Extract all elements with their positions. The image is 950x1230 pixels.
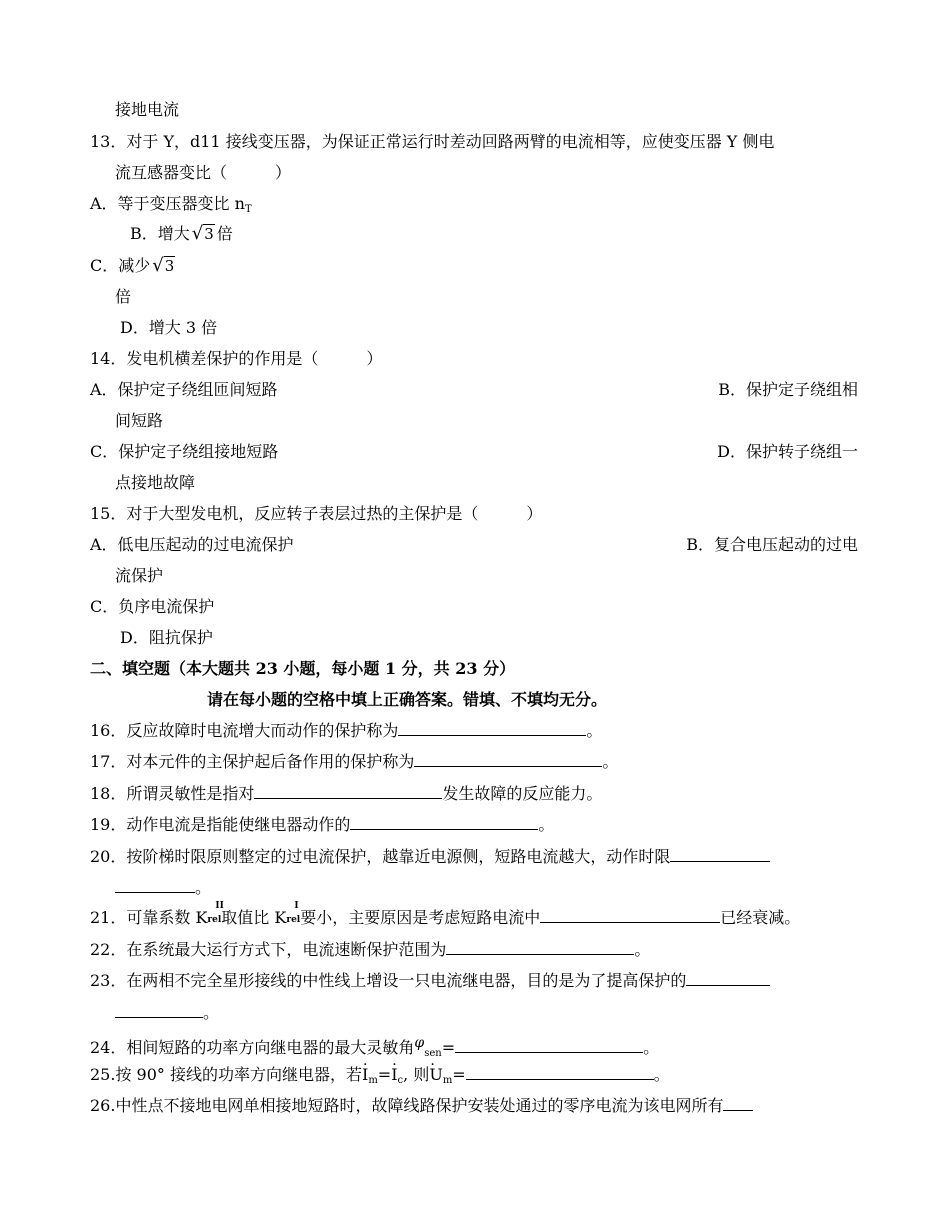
q24-stem: 24．相间短路的功率方向继电器的最大灵敏角: [90, 1038, 415, 1057]
q14-option-d-line2: 点接地故障: [115, 473, 196, 492]
q16-answer-blank[interactable]: [398, 721, 586, 736]
phasor-i-c: · I: [391, 1065, 397, 1085]
q20: [90, 847, 770, 867]
phasor-u-m: · U: [429, 1065, 442, 1085]
q17: 17．对本元件的主保护起后备作用的保护称为 。: [90, 752, 619, 771]
q24-answer-blank[interactable]: [455, 1038, 643, 1053]
q22-stem: 22．在系统最大运行方式下，电流速断保护范围为: [90, 940, 447, 959]
q23-answer-blank-cont[interactable]: [115, 1003, 203, 1018]
q19-answer-blank[interactable]: [350, 815, 538, 830]
section-title: 二、填空题（本大题共 23 小题，每小题 1 分，共 23 分）: [90, 659, 516, 678]
sqrt-symbol: √3: [152, 255, 175, 276]
q22-answer-blank[interactable]: [446, 940, 634, 955]
q25: 25.按 90° 接线的功率方向继电器，若· $I_m=\cdot I_c$, 则· $U_m=$ 。: [90, 1065, 670, 1091]
q13-option-d: D．增大 3 倍: [120, 318, 218, 337]
q20-answer-blank[interactable]: [670, 847, 770, 862]
q16-stem: 16．反应故障时电流增大而动作的保护称为: [90, 721, 399, 740]
q15-stem: 15．对于大型发电机，反应转子表层过热的主保护是（ ）: [90, 504, 543, 523]
q21-stem: 21．可靠系数 K: [90, 908, 208, 927]
q13-stem-line1: 13．对于 Y，d11 接线变压器，为保证正常运行时差动回路两臂的电流相等，应使变压器 Y 侧电: [90, 132, 775, 151]
q26: [90, 1096, 753, 1116]
q15-option-a: A．低电压起动的过电流保护: [90, 535, 294, 554]
q16: 16．反应故障时电流增大而动作的保护称为 。: [90, 721, 603, 740]
q14-option-c: C．保护定子绕组接地短路: [90, 442, 279, 461]
q15-option-b-line1: B．复合电压起动的过电: [686, 535, 858, 554]
q13-option-c: [90, 256, 177, 276]
q15-option-b-line2: 流保护: [115, 566, 164, 585]
phi-symbol: φ: [414, 1035, 425, 1051]
q12-continuation: 接地电流: [115, 100, 180, 119]
q13-option-b: [130, 224, 233, 244]
q18-answer-blank[interactable]: [254, 784, 442, 799]
q26-stem: 26.中性点不接地电网单相接地短路时，故障线路保护安装处通过的零序电流为该电网所有: [90, 1096, 724, 1115]
q25-answer-blank[interactable]: [466, 1065, 654, 1080]
q14-option-b-line1: B．保护定子绕组相: [718, 380, 858, 399]
q15-option-d: D．阻抗保护: [120, 628, 213, 647]
q23-answer-blank[interactable]: [686, 971, 770, 986]
q23: [90, 971, 770, 991]
q13-option-a-subscript: T: [244, 204, 252, 215]
q14-option-d-line1: D．保护转子绕组一: [717, 442, 858, 461]
q19-stem: 19．动作电流是指能使继电器动作的: [90, 815, 351, 834]
q13-option-c-prefix: C．减少: [90, 256, 151, 275]
q20-answer-blank-cont[interactable]: [115, 878, 195, 893]
q14-option-a: A．保护定子绕组匝间短路: [90, 380, 278, 399]
q22: 22．在系统最大运行方式下，电流速断保护范围为 。: [90, 940, 651, 959]
q26-answer-blank[interactable]: [723, 1096, 753, 1111]
q14-stem: 14．发电机横差保护的作用是（ ）: [90, 349, 383, 368]
q21-k2-indices: I rel: [286, 901, 301, 925]
q13-option-b-prefix: B．增大: [130, 224, 190, 243]
q13-option-b-suffix: 倍: [216, 224, 233, 243]
sqrt-symbol: √3: [191, 223, 214, 244]
q24: 24．相间短路的功率方向继电器的最大灵敏角$\varphi_{sen}=$ 。: [90, 1035, 660, 1059]
q20-stem: 20．按阶梯时限原则整定的过电流保护，越靠近电源侧，短路电流越大，动作时限: [90, 847, 671, 866]
q23-stem: 23．在两相不完全星形接线的中性线上增设一只电流继电器，目的是为了提高保护的: [90, 971, 687, 990]
q25-stem: 25.按 90° 接线的功率方向继电器，若: [90, 1065, 362, 1084]
q13-option-a-text: A．等于变压器变比 n: [90, 194, 245, 213]
q13-stem-line2: 流互感器变比（ ）: [115, 163, 292, 182]
section-instruction: 请在每小题的空格中填上正确答案。错填、不填均无分。: [207, 690, 608, 709]
q21: 21．可靠系数 K II rel取值比 K I rel要小，主要原因是考虑短路电流中 已经衰减。: [90, 908, 800, 930]
q17-answer-blank[interactable]: [414, 752, 602, 767]
q18-stem: 18．所谓灵敏性是指对: [90, 784, 255, 803]
q21-answer-blank[interactable]: [540, 908, 720, 923]
q19: 19．动作电流是指能使继电器动作的 。: [90, 815, 555, 834]
q15-option-c: C．负序电流保护: [90, 597, 215, 616]
q18: 18．所谓灵敏性是指对 发生故障的反应能力。: [90, 784, 603, 803]
q17-stem: 17．对本元件的主保护起后备作用的保护称为: [90, 752, 415, 771]
q21-k1-indices: II rel: [207, 901, 224, 925]
q14-option-b-line2: 间短路: [115, 411, 164, 430]
q13-option-a: [90, 194, 252, 220]
phasor-i-m: · I: [362, 1065, 368, 1085]
q13-option-c-suffix: 倍: [115, 287, 132, 306]
q20-continuation: 。: [115, 878, 211, 898]
q23-continuation: 。: [115, 1003, 219, 1023]
